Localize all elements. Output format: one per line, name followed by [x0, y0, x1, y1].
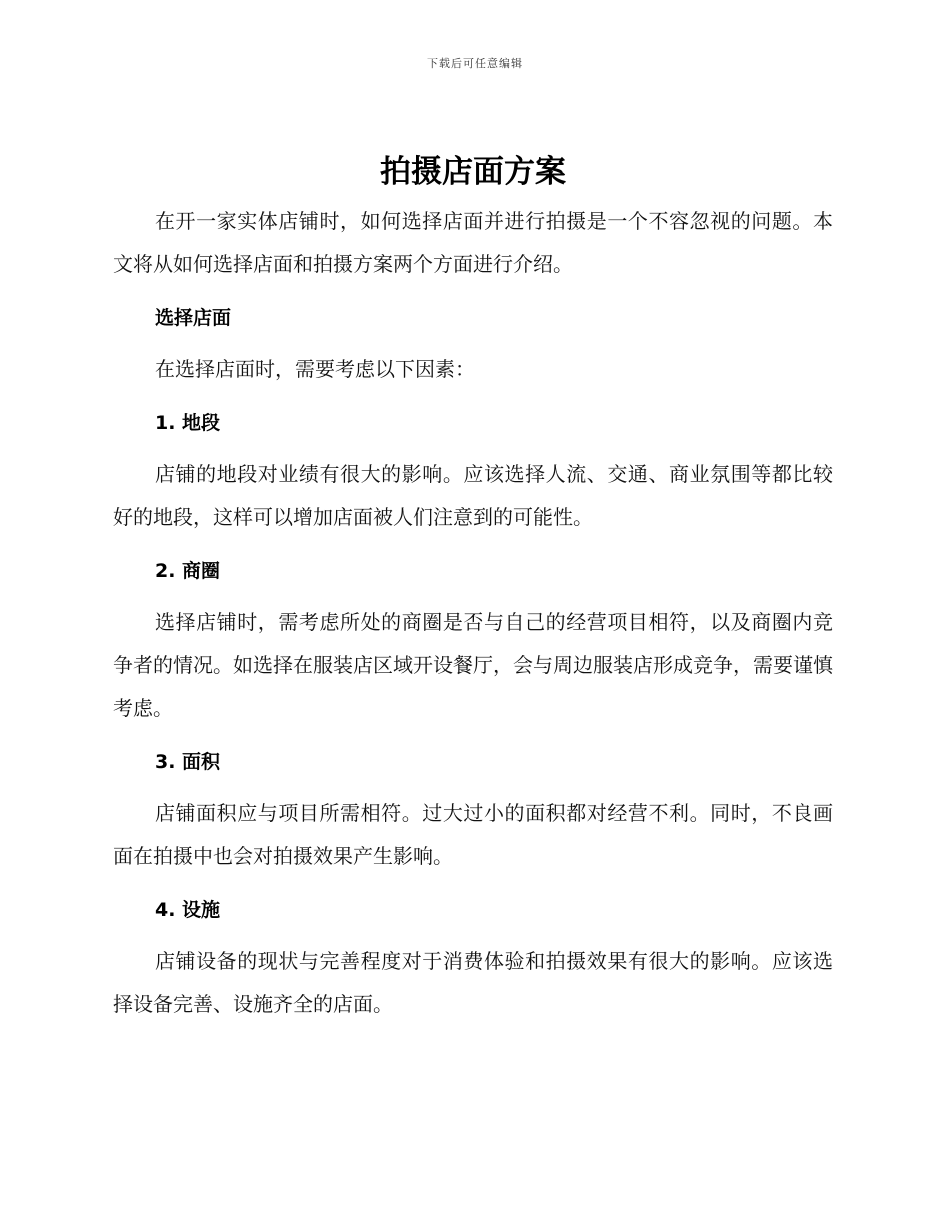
- header-note: 下载后可任意编辑: [427, 57, 523, 70]
- section-lead-paragraph: 在选择店面时，需要考虑以下因素：: [155, 357, 475, 381]
- document-title: 拍摄店面方案: [380, 154, 566, 190]
- item-paragraph-business-district: 选择店铺时，需考虑所处的商圈是否与自己的经营项目相符，以及商圈内竞争者的情况。如选择在服装店区域开设餐厅，会与周边服装店形成竞争，需要谨慎考虑。: [113, 610, 833, 720]
- item-heading-area: 3. 面积: [155, 751, 221, 773]
- item-heading-facilities: 4. 设施: [155, 899, 221, 921]
- item-heading-location: 1. 地段: [155, 412, 221, 434]
- intro-paragraph: 在开一家实体店铺时，如何选择店面并进行拍摄是一个不容忽视的问题。本文将从如何选择店面和拍摄方案两个方面进行介绍。: [113, 209, 833, 276]
- document-body: [113, 150, 833, 1026]
- item-paragraph-area: 店铺面积应与项目所需相符。过大过小的面积都对经营不利。同时，不良画面在拍摄中也会对拍摄效果产生影响。: [113, 801, 833, 868]
- section-heading: 选择店面: [155, 307, 232, 329]
- item-paragraph-facilities: 店铺设备的现状与完善程度对于消费体验和拍摄效果有很大的影响。应该选择设备完善、设施齐全的店面。: [113, 949, 833, 1016]
- item-paragraph-location: 店铺的地段对业绩有很大的影响。应该选择人流、交通、商业氛围等都比较好的地段，这样可以增加店面被人们注意到的可能性。: [113, 462, 833, 529]
- item-heading-business-district: 2. 商圈: [155, 560, 221, 582]
